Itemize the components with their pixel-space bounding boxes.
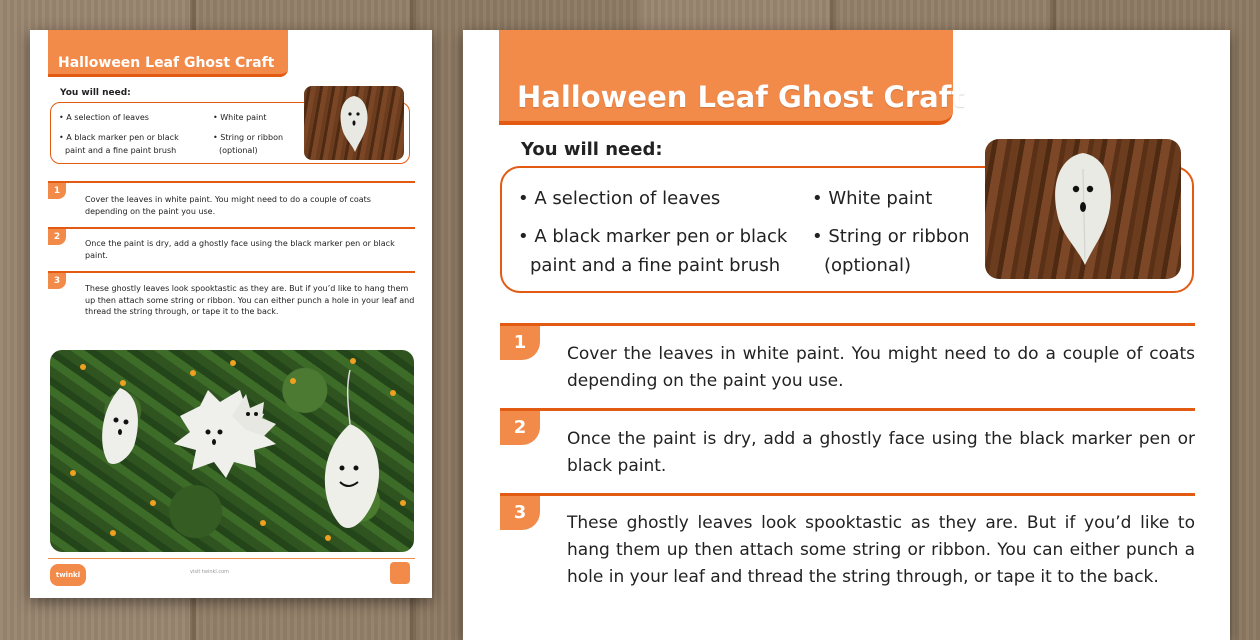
step-text: Once the paint is dry, add a ghostly face using the black marker pen or black paint. — [567, 429, 1195, 476]
ghost-leaf-photo — [304, 86, 404, 160]
step-divider — [48, 227, 415, 229]
step-text: These ghostly leaves look spooktastic as they are. But if you’d like to hang them up then attach some string or ribbon. You can either punch a hole in your leaf and thread the string through, or tape it to the back. — [567, 513, 1195, 587]
step-text: Once the paint is dry, add a ghostly face using the black marker pen or black paint. — [85, 239, 395, 260]
material-item: • White paint — [812, 188, 933, 209]
material-item-line: (optional) — [824, 255, 911, 276]
material-item: • White paint — [213, 113, 267, 122]
large-worksheet-zoom — [463, 30, 1230, 640]
badge-icon — [390, 562, 410, 584]
step-divider — [500, 493, 1195, 496]
material-item-line: • A black marker pen or black — [59, 133, 179, 142]
step-number: 1 — [48, 183, 66, 199]
step-number: 1 — [500, 326, 540, 360]
twinkl-logo: twinkl — [50, 564, 86, 586]
step-number: 2 — [500, 411, 540, 445]
material-item-line: (optional) — [219, 146, 258, 155]
material-item — [518, 222, 787, 280]
step-divider — [48, 271, 415, 273]
material-item-line: • A black marker pen or black — [518, 226, 788, 247]
footer-divider — [48, 558, 415, 559]
step-text: Cover the leaves in white paint. You might need to do a couple of coats depending on the paint you use. — [85, 195, 371, 216]
step-divider — [500, 408, 1195, 411]
material-item — [213, 131, 283, 157]
footer-url: visit twinkl.com — [190, 569, 230, 575]
page-title: Halloween Leaf Ghost Craft — [517, 80, 966, 114]
step-text: These ghostly leaves look spooktastic as they are. But if you’d like to hang them up then attach some string or ribbon. You can either punch a hole in your leaf and thread the string through, or tape it to the back. — [85, 284, 415, 316]
material-item-line: • String or ribbon — [812, 226, 970, 247]
you-will-need-heading: You will need: — [60, 88, 131, 98]
leaf-ghosts-garden-photo — [50, 350, 414, 552]
material-item — [59, 131, 179, 157]
step-divider — [48, 181, 415, 183]
material-item — [812, 222, 970, 280]
step-text: Cover the leaves in white paint. You might need to do a couple of coats depending on the paint you use. — [567, 344, 1195, 391]
small-worksheet-preview — [30, 30, 432, 598]
material-item-line: paint and a fine paint brush — [530, 255, 781, 276]
material-item: • A selection of leaves — [59, 113, 149, 122]
title-tab — [499, 30, 966, 125]
material-item-line: paint and a fine paint brush — [65, 146, 177, 155]
material-item-line: • String or ribbon — [213, 133, 284, 142]
page-title: Halloween Leaf Ghost Craft — [58, 55, 275, 71]
step-number: 2 — [48, 229, 66, 245]
step-divider — [500, 323, 1195, 326]
ghost-leaf-photo — [985, 139, 1181, 279]
step-number: 3 — [500, 496, 540, 530]
step-number: 3 — [48, 273, 66, 289]
title-tab — [48, 30, 288, 77]
material-item: • A selection of leaves — [518, 188, 721, 209]
you-will-need-heading: You will need: — [521, 139, 663, 160]
